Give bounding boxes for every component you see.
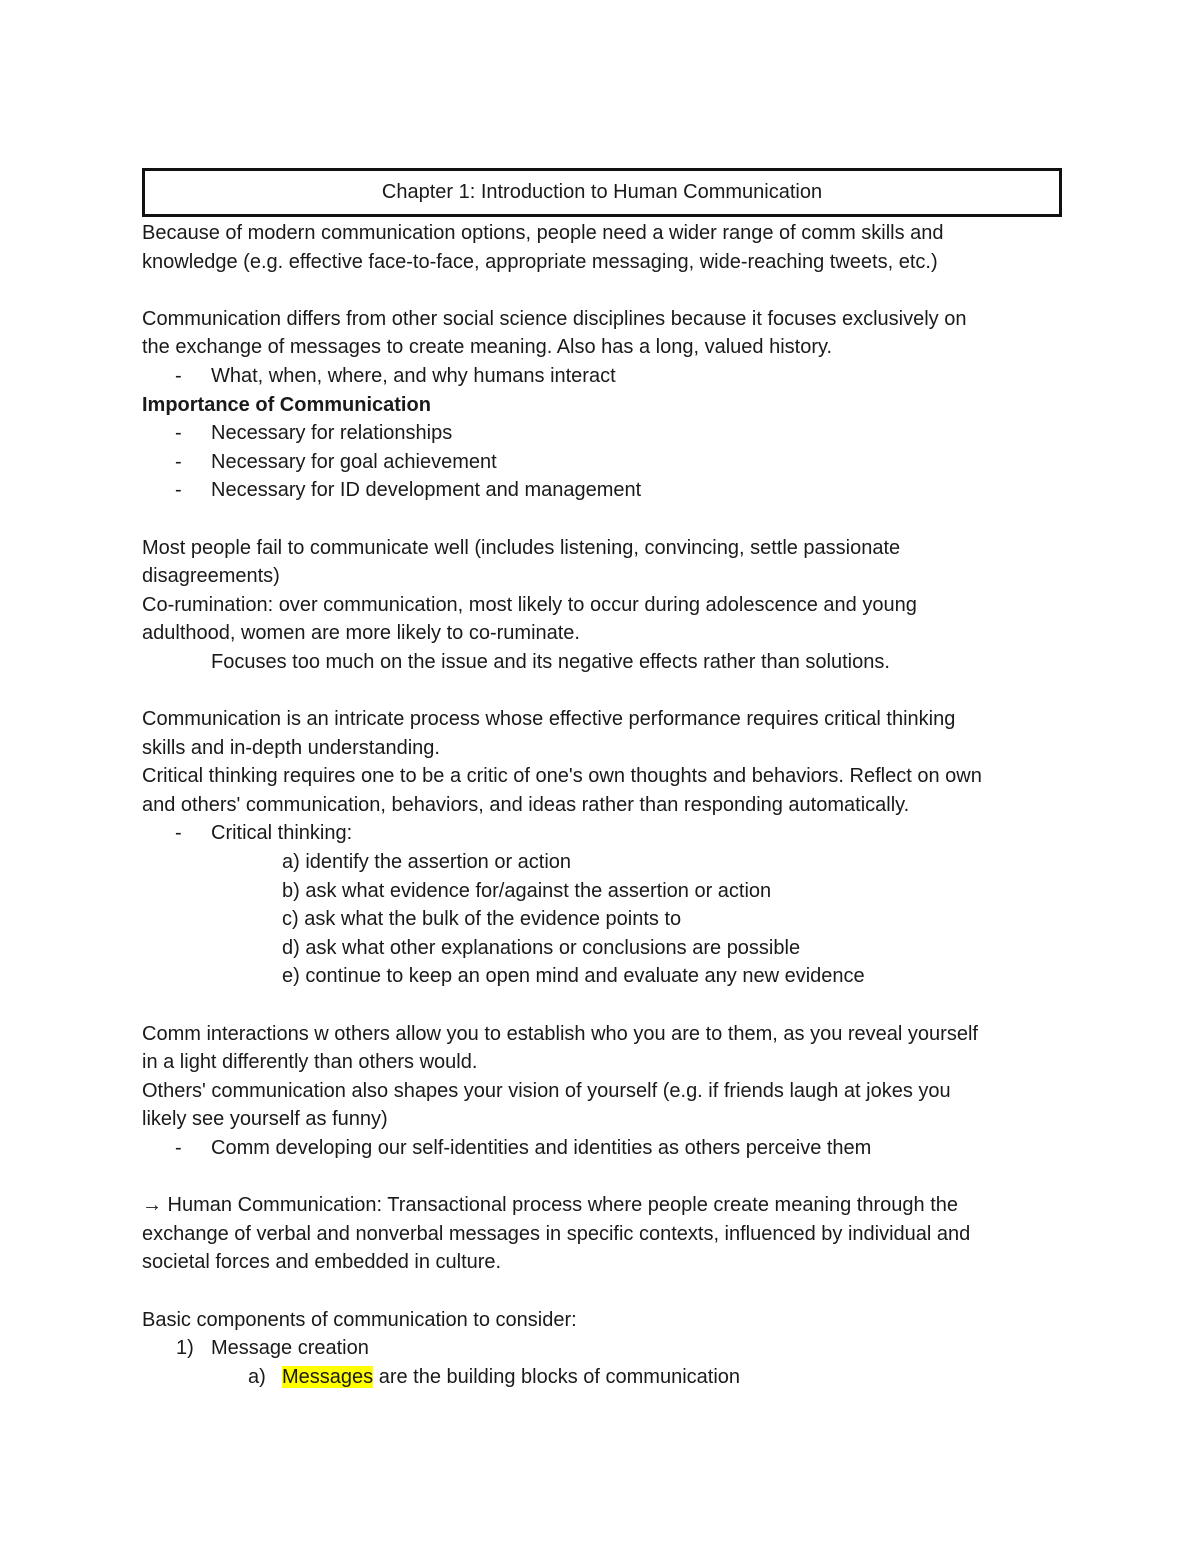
paragraph-line: likely see yourself as funny) [142,1108,388,1131]
critical-step: a) identify the assertion or action [282,851,572,874]
paragraph-line: Critical thinking requires one to be a critic of one's own thoughts and behaviors. Reflect on own [142,765,982,788]
critical-step: c) ask what the bulk of the evidence points to [282,908,682,931]
paragraph-line: Most people fail to communicate well (includes listening, convincing, settle passionate [142,536,901,559]
section-heading: Importance of Communication [142,393,431,416]
list-marker: 1) [176,1337,194,1360]
highlighted-term: Messages [282,1365,374,1388]
paragraph-line: in a light differently than others would. [142,1051,478,1074]
paragraph-line: Others' communication also shapes your vision of yourself (e.g. if friends laugh at jokes you [142,1079,951,1102]
paragraph-line: Comm interactions w others allow you to establish who you are to them, as you reveal yourself [142,1022,978,1045]
bullet-item: - Necessary for ID development and management [142,476,1062,505]
paragraph-line: adulthood, women are more likely to co-ruminate. [142,622,580,645]
bullet-item: - Critical thinking: [142,819,1062,848]
indented-line: Focuses too much on the issue and its negative effects rather than solutions. [211,650,890,673]
paragraph-line: Communication differs from other social science disciplines because it focuses exclusively on [142,307,967,330]
bullet-dash: - [175,822,182,845]
paragraph-line: skills and in-depth understanding. [142,736,440,759]
bullet-item: - Comm developing our self-identities and identities as others perceive them [142,1134,1062,1163]
critical-step: b) ask what evidence for/against the assertion or action [282,879,772,902]
bullet-item: - What, when, where, and why humans interact [142,362,1062,391]
critical-step: e) continue to keep an open mind and evaluate any new evidence [282,965,865,988]
bullet-dash: - [175,479,182,502]
paragraph-line: disagreements) [142,565,280,588]
paragraph-line: and others' communication, behaviors, and ideas rather than responding automatically. [142,793,910,816]
components-intro: Basic components of communication to consider: [142,1308,577,1331]
paragraph-line: Co-rumination: over communication, most likely to occur during adolescence and young [142,593,917,616]
numbered-item: 1) Message creation [142,1334,1062,1363]
bullet-dash: - [175,450,182,473]
definition-line: exchange of verbal and nonverbal messages in specific contexts, influenced by individual and [142,1222,971,1245]
list-marker: a) [248,1365,266,1388]
paragraph-line: Because of modern communication options, people need a wider range of comm skills and [142,222,944,244]
document-page [142,168,1062,1391]
bullet-dash: - [175,364,182,387]
critical-step: d) ask what other explanations or conclusions are possible [282,936,801,959]
definition-line: societal forces and embedded in culture. [142,1251,502,1274]
chapter-title: Chapter 1: Introduction to Human Communication [381,181,823,203]
lettered-item: a) Messages are the building blocks of communication [142,1363,1062,1392]
paragraph-line: the exchange of messages to create meaning. Also has a long, valued history. [142,336,833,359]
bullet-dash: - [175,1137,182,1159]
paragraph-line: knowledge (e.g. effective face-to-face, appropriate messaging, wide-reaching tweets, etc.) [142,250,938,273]
bullet-item: - Necessary for goal achievement [142,448,1062,477]
bullet-item: - Necessary for relationships [142,419,1062,448]
bullet-dash: - [175,422,182,445]
definition-line: → Human Communication: Transactional process where people create meaning through the [142,1194,958,1217]
paragraph-line: Communication is an intricate process whose effective performance requires critical thinking [142,708,956,731]
chapter-title-box [142,168,1062,217]
